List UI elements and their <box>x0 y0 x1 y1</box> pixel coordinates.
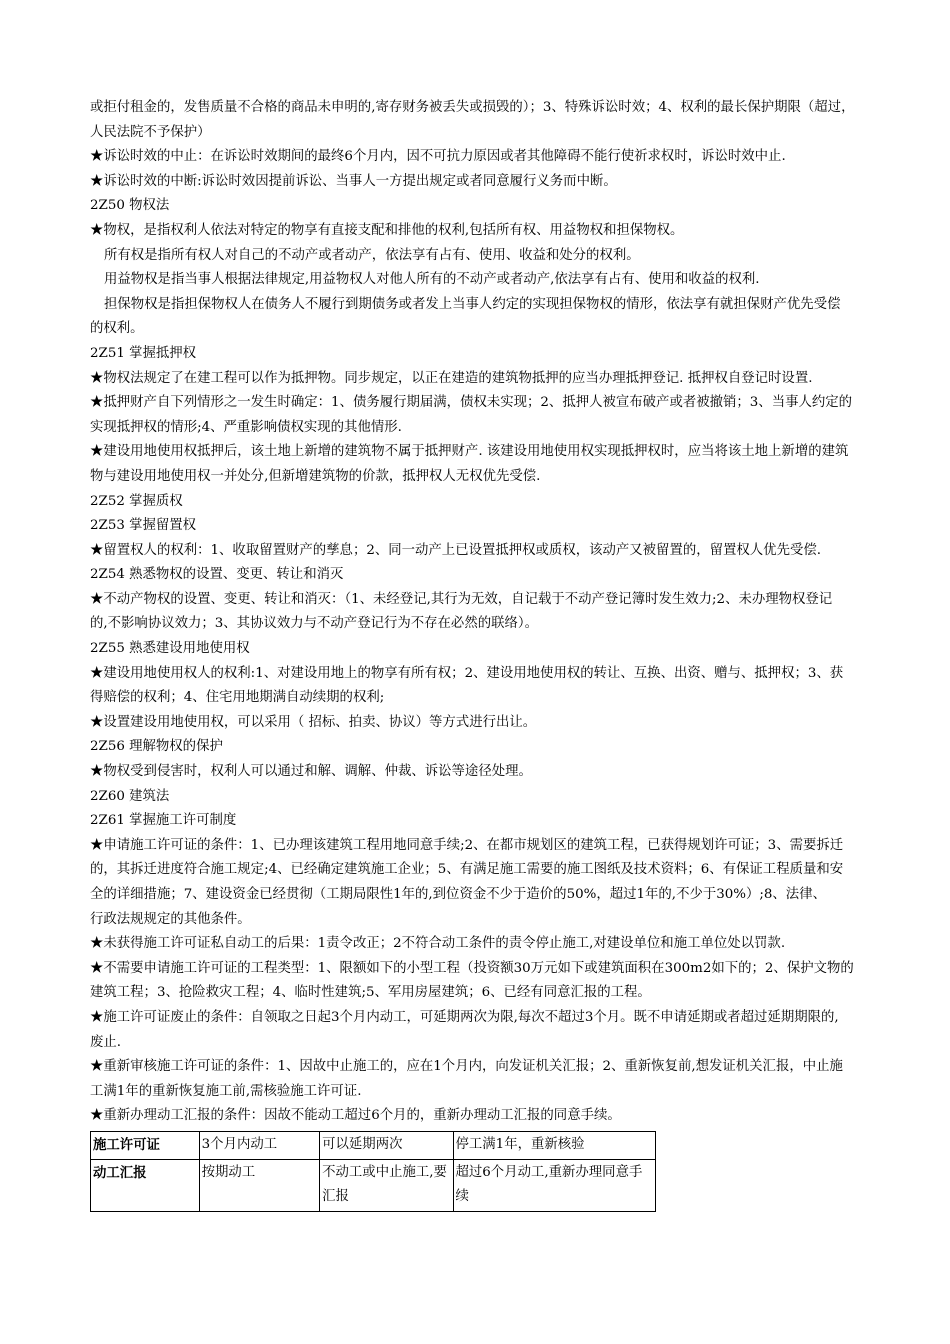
text-line: 担保物权是指担保物权人在债务人不履行到期债务或者发上当事人约定的实现担保物权的情形，依法享有就担保财产优先受偿 <box>104 296 841 312</box>
section-heading: 2Z52 掌握质权 <box>90 493 183 509</box>
table-cell: 按期动工 <box>199 1159 319 1211</box>
bullet-item: ★物权受到侵害时，权利人可以通过和解、调解、仲裁、诉讼等途径处理。 <box>90 764 532 780</box>
text-line: 的，其拆迁进度符合施工规定;4、已经确定建筑施工企业；5、有满足施工需要的施工图纸及技术资料；6、有保证工程质量和安 <box>90 862 844 878</box>
section-heading: 2Z60 建筑法 <box>90 788 170 804</box>
text-line: 工满1年的重新恢复施工前,需核验施工许可证. <box>90 1083 362 1099</box>
bullet-item: ★抵押财产自下列情形之一发生时确定：1、债务履行期届满，债权未实现；2、抵押人被宣布破产或者被撤销；3、当事人约定的 <box>90 395 853 411</box>
table-cell: 不动工或中止施工,要汇报 <box>320 1159 453 1211</box>
table-cell: 3个月内动工 <box>199 1131 319 1159</box>
section-heading: 2Z56 理解物权的保护 <box>90 739 223 755</box>
bullet-item: ★诉讼时效的中止：在诉讼时效期间的最终6个月内，因不可抗力原因或者其他障碍不能行使祈求权时，诉讼时效中止. <box>90 149 786 165</box>
bullet-item: ★设置建设用地使用权，可以采用（ 招标、拍卖、协议）等方式进行出让。 <box>90 714 537 730</box>
section-heading: 2Z50 物权法 <box>90 198 170 214</box>
bullet-item: ★不动产物权的设置、变更、转让和消灭：（1、未经登记,其行为无效，自记载于不动产登记簿时发生效力;2、未办理物权登记 <box>90 591 833 607</box>
bullet-item: ★重新审核施工许可证的条件：1、因故中止施工的，应在1个月内，向发证机关汇报；2、重新恢复前,想发证机关汇报，中止施 <box>90 1059 843 1075</box>
section-heading: 2Z61 掌握施工许可制度 <box>90 813 237 829</box>
text-line: 全的详细措施；7、建设资金已经贯彻（工期局限性1年的,到位资金不少于造价的50%，超过1年的,不少于30%）;8、法律、 <box>90 887 826 902</box>
text-line: 得赔偿的权利；4、住宅用地期满自动续期的权利; <box>90 690 385 706</box>
table-row <box>91 1159 656 1211</box>
table-cell: 动工汇报 <box>91 1159 200 1211</box>
table-cell: 停工满1年，重新核验 <box>453 1131 656 1159</box>
bullet-item: ★物权，是指权利人依法对特定的物享有直接支配和排他的权利,包括所有权、用益物权和担保物权。 <box>90 222 684 238</box>
bullet-item: ★施工许可证废止的条件：自领取之日起3个月内动工，可延期两次为限,每次不超过3个月。既不申请延期或者超过延期期限的, <box>90 1009 839 1025</box>
text-line: 人民法院不予保护） <box>90 124 211 140</box>
bullet-item: ★建设用地使用权人的权利:1、对建设用地上的物享有所有权；2、建设用地使用权的转让、互换、出资、赠与、抵押权；3、获 <box>90 665 844 681</box>
table-cell: 施工许可证 <box>91 1131 200 1159</box>
text-line: 物与建设用地使用权一并处分,但新增建筑物的价款，抵押权人无权优先受偿. <box>90 468 541 484</box>
text-line: 用益物权是指当事人根据法律规定,用益物权人对他人所有的不动产或者动产,依法享有占有、使用和收益的权利. <box>104 272 760 288</box>
text-line: 废止. <box>90 1034 122 1050</box>
bullet-item: ★不需要申请施工许可证的工程类型：1、限额如下的小型工程（投资额30万元如下或建筑面积在300m2如下的；2、保护文物的 <box>90 960 854 976</box>
document-page <box>90 96 910 1212</box>
bullet-item: ★未获得施工许可证私自动工的后果：1责令改正；2不符合动工条件的责令停止施工,对建设单位和施工单位处以罚款. <box>90 936 786 952</box>
section-heading: 2Z54 熟悉物权的设置、变更、转让和消灭 <box>90 567 344 583</box>
bullet-item: ★诉讼时效的中断:诉讼时效因提前诉讼、当事人一方提出规定或者同意履行义务而中断。 <box>90 173 617 189</box>
bullet-item: ★重新办理动工汇报的条件：因故不能动工超过6个月的，重新办理动工汇报的同意手续。 <box>90 1108 621 1124</box>
bullet-item: ★建设用地使用权抵押后，该土地上新增的建筑物不属于抵押财产. 该建设用地使用权实现抵押权时，应当将该土地上新增的建筑 <box>90 444 849 460</box>
text-line: 所有权是指所有权人对自己的不动产或者动产，依法享有占有、使用、收益和处分的权利。 <box>104 247 640 263</box>
table-cell: 超过6个月动工,重新办理同意手续 <box>453 1159 656 1211</box>
bullet-item: ★申请施工许可证的条件：1、已办理该建筑工程用地同意手续;2、在都市规划区的建筑工程，已获得规划许可证；3、需要拆迁 <box>90 837 844 853</box>
table-row <box>91 1131 656 1159</box>
bullet-item: ★留置权人的权利：1、收取留置财产的孳息；2、同一动产上已设置抵押权或质权，该动产又被留置的，留置权人优先受偿. <box>90 542 821 558</box>
text-line: 的,不影响协议效力；3、其协议效力与不动产登记行为不存在必然的联络）。 <box>90 616 538 632</box>
section-heading: 2Z55 熟悉建设用地使用权 <box>90 641 250 657</box>
text-line: 建筑工程；3、抢险救灾工程；4、临时性建筑;5、军用房屋建筑；6、已经有同意汇报的工程。 <box>90 985 651 1001</box>
table-cell: 可以延期两次 <box>320 1131 453 1159</box>
section-heading: 2Z51 掌握抵押权 <box>90 345 197 361</box>
text-line: 实现抵押权的情形;4、严重影响债权实现的其他情形. <box>90 419 402 435</box>
text-line: 行政法规规定的其他条件。 <box>90 911 251 927</box>
text-line: 的权利。 <box>90 321 144 337</box>
section-heading: 2Z53 掌握留置权 <box>90 518 197 534</box>
bullet-item: ★物权法规定了在建工程可以作为抵押物。同步规定，以正在建造的建筑物抵押的应当办理抵押登记. 抵押权自登记时设置. <box>90 370 813 386</box>
text-line: 或拒付租金的，发售质量不合格的商品未申明的,寄存财务被丢失或损毁的）；3、特殊诉讼时效；4、权利的最长保护期限（超过， <box>90 100 855 115</box>
permit-summary-table <box>90 1131 656 1212</box>
